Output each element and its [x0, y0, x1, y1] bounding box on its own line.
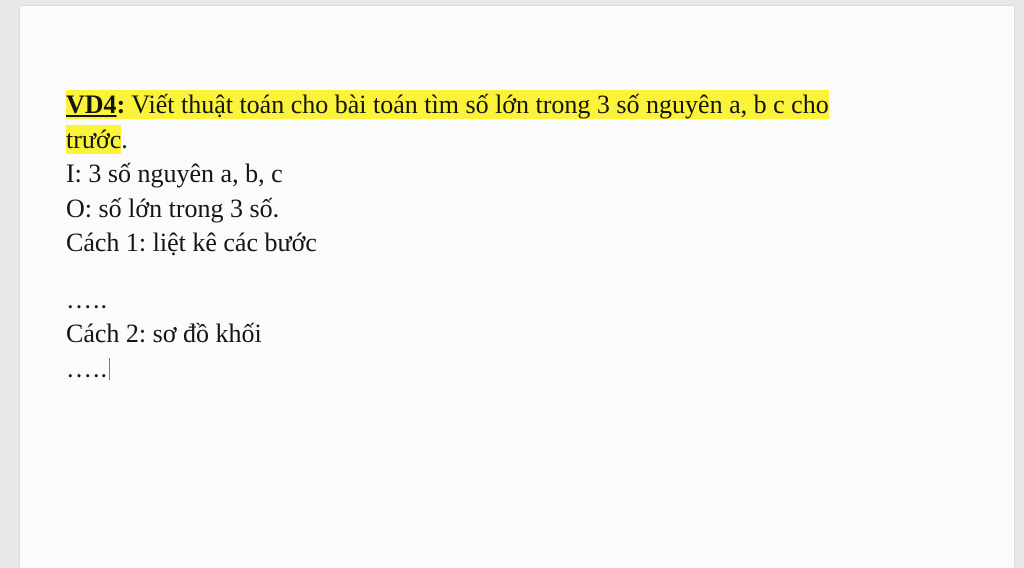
method-2-line: Cách 2: sơ đồ khối: [66, 319, 262, 348]
method-2-placeholder-line: [66, 352, 966, 387]
example-title-part1: Viết thuật toán cho bài toán tìm số lớn trong 3 số nguyên a, b c cho: [125, 90, 829, 119]
example-title-part2: trước: [66, 124, 122, 154]
text-cursor: [109, 358, 110, 380]
example-title-end: .: [121, 124, 128, 154]
output-line: O: số lớn trong 3 số.: [66, 193, 280, 223]
document-body: [66, 88, 966, 386]
example-label: VD4: [66, 90, 117, 119]
highlighted-heading: [66, 90, 829, 119]
method-2-placeholder-dots: …..: [66, 353, 108, 383]
example-colon: :: [116, 90, 126, 119]
input-line: I: 3 số nguyên a, b, c: [66, 159, 283, 188]
example-heading-line2: [66, 123, 966, 158]
method-1-placeholder-dots: …..: [66, 284, 108, 314]
document-page: [20, 6, 1014, 568]
example-heading-line1: [66, 88, 966, 123]
method-1-line: Cách 1: liệt kê các bước: [66, 228, 317, 257]
